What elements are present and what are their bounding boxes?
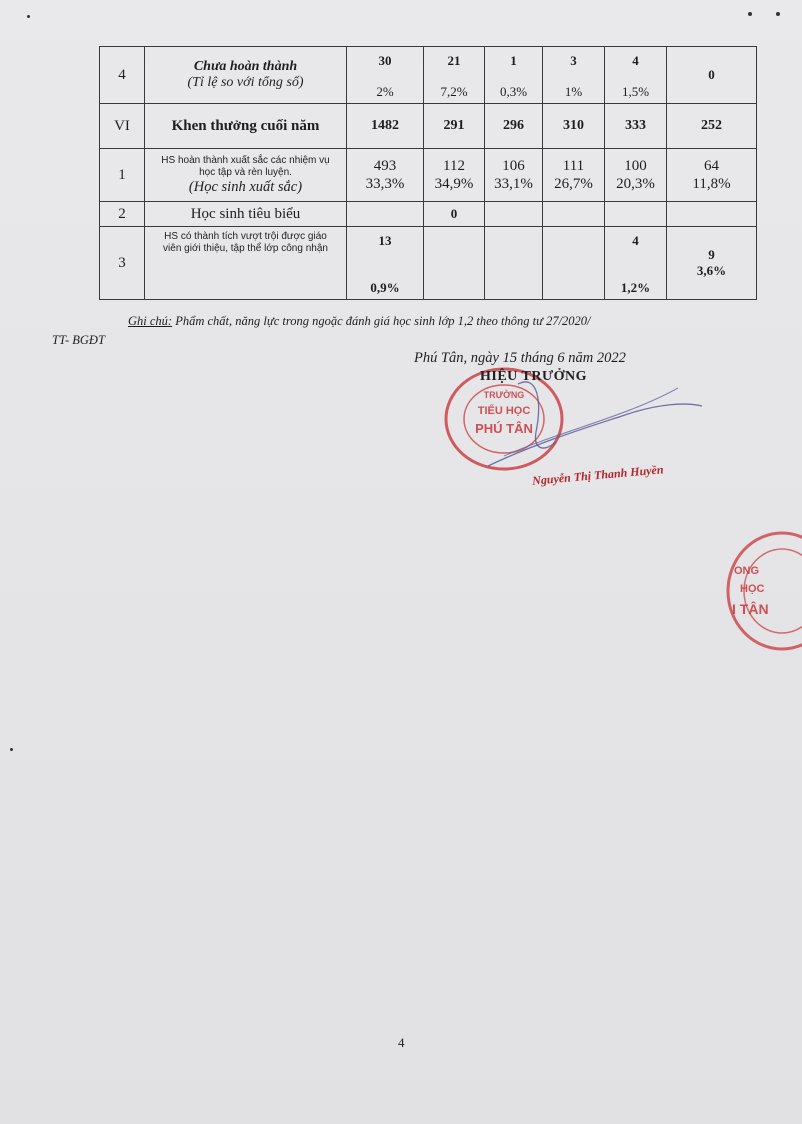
table-cell: [605, 47, 667, 104]
table-cell: [667, 202, 757, 227]
row-subtitle: (Tỉ lệ so với tổng số): [187, 75, 304, 90]
table-cell: [347, 47, 424, 104]
table-row: [100, 149, 757, 202]
table-cell: 0: [667, 47, 757, 104]
scan-speck: [10, 748, 13, 751]
cell-percent: 34,9%: [434, 176, 474, 192]
table-cell: 333: [605, 104, 667, 149]
row-number: 1: [100, 149, 145, 202]
scan-speck: [27, 15, 30, 18]
table-cell: [424, 149, 485, 202]
scan-speck: [748, 12, 752, 16]
table-cell: [543, 47, 605, 104]
table-cell: 252: [667, 104, 757, 149]
cell-count: 100: [624, 158, 647, 174]
row-label: [145, 149, 347, 202]
cell-percent: 1%: [564, 84, 583, 99]
partial-stamp: [726, 528, 802, 654]
results-table: [99, 46, 757, 300]
table-cell: [605, 227, 667, 300]
cell-count: 3: [570, 53, 577, 68]
cell-count: 9: [708, 247, 715, 262]
cell-count: 493: [373, 158, 397, 174]
cell-percent: 33,3%: [365, 176, 405, 192]
signer-name: Nguyễn Thị Thanh Huyền: [531, 462, 665, 488]
row-description: HS hoàn thành xuất sắc các nhiệm vụ học tập và rèn luyện.: [161, 154, 330, 178]
footnote-label: Ghi chú:: [128, 314, 173, 328]
cell-count: 30: [378, 53, 392, 68]
footnote-text: Phẩm chất, năng lực trong ngoặc đánh giá học sinh lớp 1,2 theo thông tư 27/2020/: [175, 314, 591, 328]
signature-title: HIỆU TRƯỞNG: [480, 369, 588, 384]
cell-percent: 26,7%: [554, 176, 593, 192]
stamp-text-top: TRƯỜNG: [483, 390, 525, 400]
row-label: [145, 47, 347, 104]
signature-date: Phú Tân, ngày 15 tháng 6 năm 2022: [414, 350, 626, 366]
cell-percent: 0,9%: [370, 280, 400, 295]
cell-percent: 20,3%: [616, 176, 655, 192]
table-cell: [485, 149, 543, 202]
cell-count: 4: [632, 53, 639, 68]
cell-count: 106: [502, 158, 525, 174]
footnote-continued: TT- BGĐT: [52, 333, 105, 347]
table-row: [100, 202, 757, 227]
table-cell: [347, 149, 424, 202]
partial-stamp-line3: I TÂN: [732, 601, 769, 617]
row-title: Khen thưởng cuối năm: [145, 104, 347, 149]
cell-percent: 7,2%: [440, 84, 468, 99]
table-cell: 310: [543, 104, 605, 149]
row-title: Học sinh tiêu biểu: [145, 202, 347, 227]
table-cell: [347, 202, 424, 227]
table-cell: 291: [424, 104, 485, 149]
table-row: [100, 47, 757, 104]
table-cell: [485, 202, 543, 227]
footnote: [128, 314, 591, 329]
table-cell: [605, 149, 667, 202]
cell-percent: 0,3%: [499, 84, 528, 99]
table-cell: 296: [485, 104, 543, 149]
stamp-text-mid: TIỂU HỌC: [477, 405, 531, 417]
cell-percent: 3,6%: [696, 263, 727, 278]
row-number: 2: [100, 202, 145, 227]
table-cell: [543, 149, 605, 202]
table-cell: [667, 149, 757, 202]
cell-count: 112: [443, 158, 465, 174]
table-cell: [424, 47, 485, 104]
signature-scribble: [478, 372, 708, 472]
table-cell: [543, 227, 605, 300]
row-label: [145, 227, 347, 300]
cell-percent: 1,2%: [620, 280, 651, 295]
partial-stamp-line2: HỌC: [740, 583, 765, 595]
stamp-text-bottom: PHÚ TÂN: [475, 421, 533, 436]
table-cell: [667, 227, 757, 300]
scan-speck: [776, 12, 780, 16]
table-cell: [424, 227, 485, 300]
table-cell: [605, 202, 667, 227]
cell-percent: 33,1%: [494, 176, 533, 192]
row-number: VI: [100, 104, 145, 149]
table-cell: 1482: [347, 104, 424, 149]
cell-percent: 11,8%: [692, 176, 731, 192]
table-cell: [485, 227, 543, 300]
table-cell: [485, 47, 543, 104]
table-cell: 0: [424, 202, 485, 227]
row-description: HS có thành tích vượt trội được giáo viên giới thiệu, tập thể lớp công nhận: [163, 231, 328, 254]
cell-percent: 2%: [376, 84, 394, 99]
row-subtitle: (Học sinh xuất sắc): [188, 178, 303, 195]
cell-percent: 1,5%: [621, 84, 650, 99]
table-cell: [543, 202, 605, 227]
cell-count: 4: [632, 233, 639, 248]
cell-count: 1: [510, 53, 517, 68]
row-title: Chưa hoàn thành: [193, 59, 298, 74]
cell-count: 64: [704, 158, 719, 174]
table-row: [100, 104, 757, 149]
table-cell: [347, 227, 424, 300]
cell-count: 13: [378, 233, 392, 248]
table-row: [100, 227, 757, 300]
page-number: 4: [398, 1035, 405, 1050]
cell-count: 21: [447, 53, 461, 68]
cell-count: 111: [562, 158, 585, 174]
row-number: 3: [100, 227, 145, 300]
partial-stamp-line1: ONG: [734, 565, 760, 577]
row-number: 4: [100, 47, 145, 104]
